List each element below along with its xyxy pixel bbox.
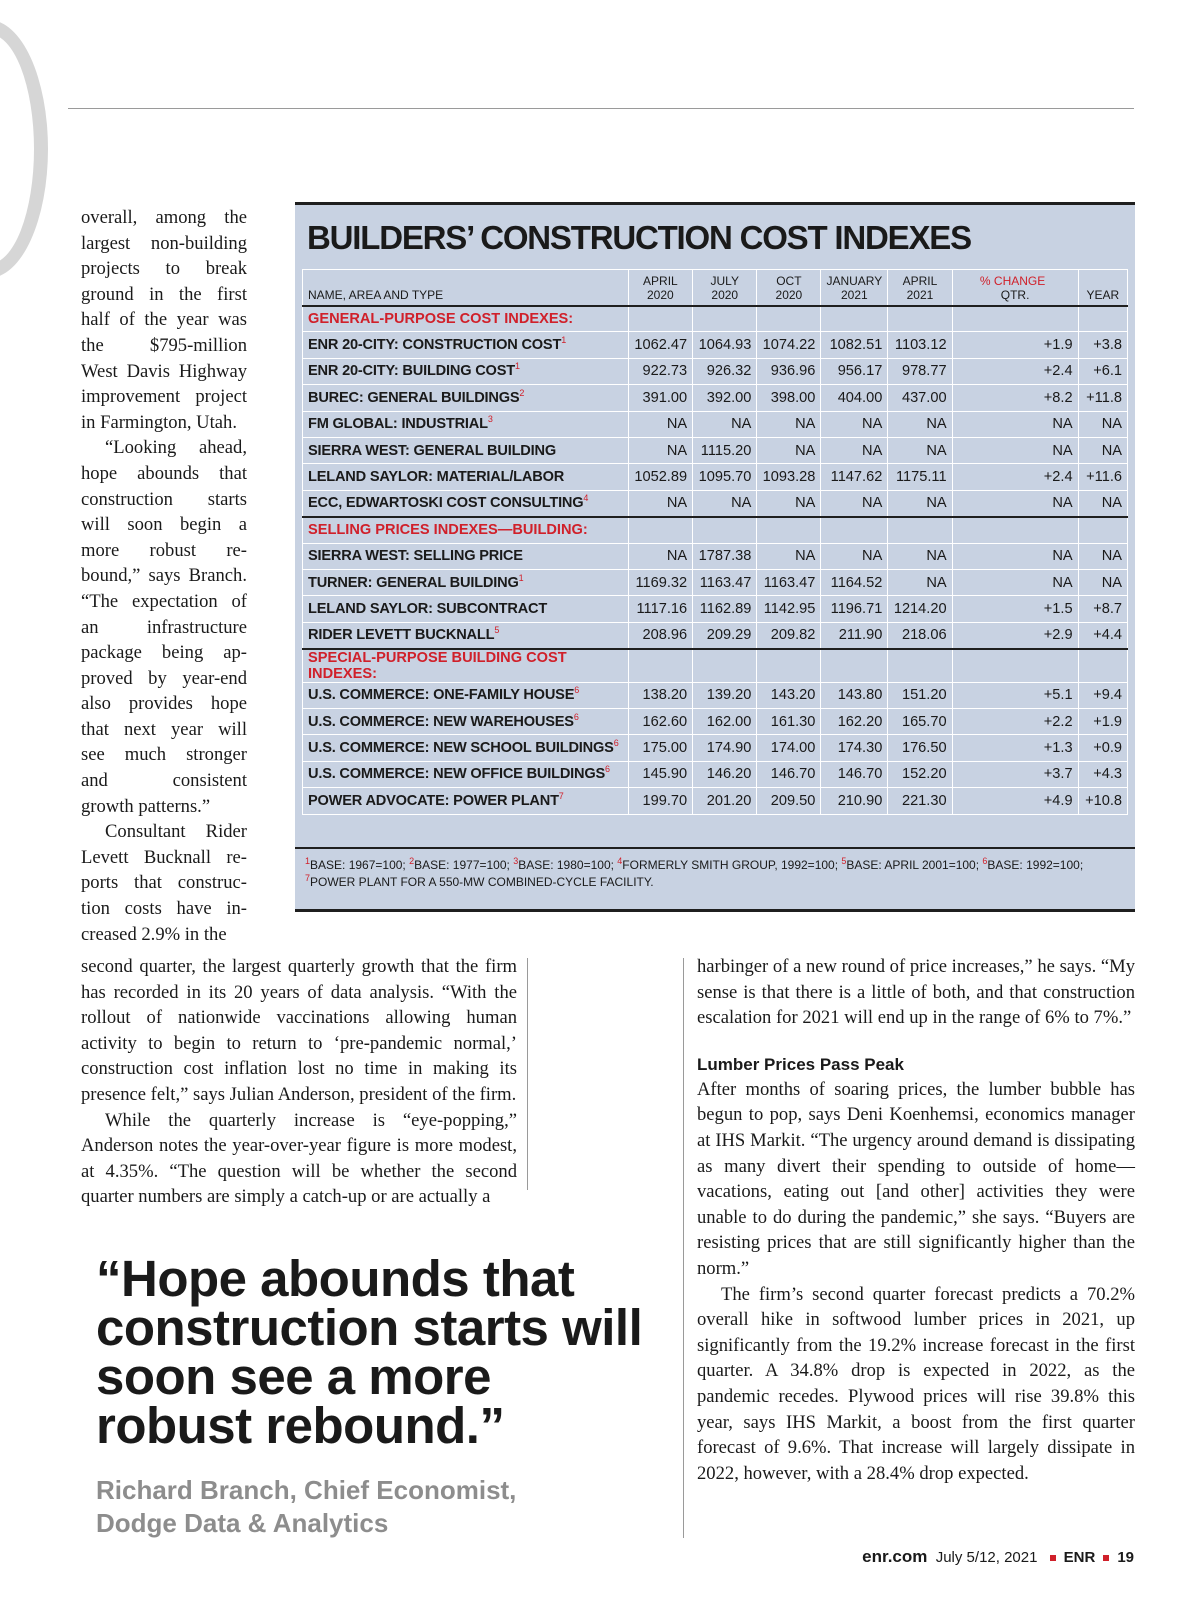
table-section-row bbox=[303, 649, 1128, 683]
value-cell: 1162.89 bbox=[693, 596, 757, 622]
article-line: creased 2.9% in the bbox=[81, 923, 227, 945]
article-line: package being ap- bbox=[81, 642, 247, 664]
attribution-line: Dodge Data & Analytics bbox=[96, 1508, 389, 1538]
index-name: SIERRA WEST: GENERAL BUILDING bbox=[303, 437, 629, 463]
footnote-number: 1 bbox=[305, 856, 311, 866]
value-cell: 1142.95 bbox=[757, 596, 821, 622]
index-name: LELAND SAYLOR: SUBCONTRACT bbox=[303, 596, 629, 622]
value-cell: 1214.20 bbox=[888, 596, 952, 622]
value-cell: +2.4 bbox=[952, 464, 1078, 490]
pull-quote-attribution bbox=[96, 1474, 656, 1540]
table-row bbox=[303, 332, 1128, 358]
article-line: Levett Bucknall re- bbox=[81, 846, 247, 868]
empty-cell bbox=[888, 517, 952, 543]
empty-cell bbox=[757, 517, 821, 543]
section-title: SPECIAL-PURPOSE BUILDING COST INDEXES: bbox=[303, 649, 629, 683]
value-cell: NA bbox=[952, 569, 1078, 595]
footnote-ref: 4 bbox=[583, 493, 589, 504]
value-cell: +10.8 bbox=[1078, 788, 1127, 814]
index-name: U.S. COMMERCE: ONE-FAMILY HOUSE$^6$ bbox=[303, 682, 629, 708]
empty-cell bbox=[628, 517, 693, 543]
value-cell: 391.00 bbox=[628, 385, 693, 411]
value-cell: 1175.11 bbox=[888, 464, 952, 490]
value-cell: 1052.89 bbox=[628, 464, 693, 490]
value-cell: 138.20 bbox=[628, 682, 693, 708]
cost-index-table-box bbox=[295, 202, 1135, 912]
value-cell: NA bbox=[693, 411, 757, 437]
value-cell: +8.7 bbox=[1078, 596, 1127, 622]
article-line: proved by year-end bbox=[81, 667, 247, 689]
footnote-ref: 7 bbox=[558, 790, 564, 801]
value-cell: 1093.28 bbox=[757, 464, 821, 490]
value-cell: 174.90 bbox=[693, 735, 757, 761]
footnote-text: BASE: 1980=100; bbox=[518, 858, 618, 872]
value-cell: +1.3 bbox=[952, 735, 1078, 761]
value-cell: 437.00 bbox=[888, 385, 952, 411]
footnote-number: 2 bbox=[409, 856, 415, 866]
footnote-number: 5 bbox=[841, 856, 847, 866]
value-cell: NA bbox=[1078, 543, 1127, 569]
value-cell: +1.9 bbox=[952, 332, 1078, 358]
table-row bbox=[303, 708, 1128, 734]
value-cell: NA bbox=[952, 411, 1078, 437]
footnote-ref: 1 bbox=[561, 335, 566, 346]
empty-cell bbox=[1078, 517, 1127, 543]
article-line: see much stronger bbox=[81, 744, 247, 766]
value-cell: 162.00 bbox=[693, 708, 757, 734]
value-cell: +2.9 bbox=[952, 622, 1078, 648]
value-cell: 956.17 bbox=[821, 358, 888, 384]
value-cell: NA bbox=[693, 490, 757, 516]
index-name: ECC, EDWARTOSKI COST CONSULTING$^4$ bbox=[303, 490, 629, 516]
index-name: SIERRA WEST: SELLING PRICE bbox=[303, 543, 629, 569]
value-cell: 1787.38 bbox=[693, 543, 757, 569]
value-cell: 165.70 bbox=[888, 708, 952, 734]
empty-cell bbox=[888, 649, 952, 683]
value-cell: 1164.52 bbox=[821, 569, 888, 595]
article-line: that next year will bbox=[81, 718, 247, 740]
value-cell: 1115.20 bbox=[693, 437, 757, 463]
value-cell: NA bbox=[757, 543, 821, 569]
value-cell: 143.20 bbox=[757, 682, 821, 708]
index-name: BUREC: GENERAL BUILDINGS$^2$ bbox=[303, 385, 629, 411]
article-column-2 bbox=[697, 954, 1135, 1486]
empty-cell bbox=[821, 517, 888, 543]
value-cell: NA bbox=[1078, 490, 1127, 516]
value-cell: NA bbox=[888, 543, 952, 569]
value-cell: NA bbox=[757, 411, 821, 437]
value-cell: NA bbox=[628, 490, 693, 516]
column-header-period: APRIL 2021 bbox=[888, 270, 952, 306]
article-line: Consultant Rider bbox=[105, 821, 247, 843]
value-cell: 978.77 bbox=[888, 358, 952, 384]
footnote-rule bbox=[295, 847, 1135, 849]
table-row bbox=[303, 490, 1128, 516]
empty-cell bbox=[1078, 306, 1127, 332]
value-cell: +5.1 bbox=[952, 682, 1078, 708]
footnote-text: POWER PLANT FOR A 550-MW COMBINED-CYCLE FACILITY. bbox=[310, 875, 654, 889]
article-line: and consistent bbox=[81, 770, 247, 792]
section-title: SELLING PRICES INDEXES—BUILDING: bbox=[303, 517, 629, 543]
article-line: largest non-building bbox=[81, 232, 247, 254]
value-cell: NA bbox=[952, 437, 1078, 463]
empty-cell bbox=[693, 649, 757, 683]
empty-cell bbox=[952, 306, 1078, 332]
page-number: 19 bbox=[1117, 1549, 1134, 1566]
article-line: an infrastructure bbox=[81, 616, 247, 638]
value-cell: +11.8 bbox=[1078, 385, 1127, 411]
value-cell: 1062.47 bbox=[628, 332, 693, 358]
article-line: overall, among the bbox=[81, 207, 247, 228]
value-cell: NA bbox=[888, 437, 952, 463]
value-cell: 1074.22 bbox=[757, 332, 821, 358]
value-cell: 176.50 bbox=[888, 735, 952, 761]
table-row bbox=[303, 761, 1128, 787]
footnote-text: BASE: 1992=100; bbox=[987, 858, 1084, 872]
value-cell: 145.90 bbox=[628, 761, 693, 787]
index-name: ENR 20-CITY: CONSTRUCTION COST$^1$ bbox=[303, 332, 629, 358]
empty-cell bbox=[628, 649, 693, 683]
article-line: “Looking ahead, bbox=[105, 437, 247, 459]
value-cell: +4.4 bbox=[1078, 622, 1127, 648]
table-row bbox=[303, 437, 1128, 463]
footnote-ref: 1 bbox=[514, 361, 520, 372]
value-cell: +2.4 bbox=[952, 358, 1078, 384]
value-cell: NA bbox=[757, 437, 821, 463]
table-row bbox=[303, 569, 1128, 595]
footnote-ref: 3 bbox=[487, 414, 493, 425]
value-cell: NA bbox=[757, 490, 821, 516]
footnote-text: BASE: 1977=100; bbox=[414, 858, 514, 872]
value-cell: 162.20 bbox=[821, 708, 888, 734]
column-header-period: JANUARY 2021 bbox=[821, 270, 888, 306]
value-cell: 398.00 bbox=[757, 385, 821, 411]
index-name: U.S. COMMERCE: NEW SCHOOL BUILDINGS$^6$ bbox=[303, 735, 629, 761]
index-name: POWER ADVOCATE: POWER PLANT$^7$ bbox=[303, 788, 629, 814]
value-cell: 146.20 bbox=[693, 761, 757, 787]
column-header-qtr: % CHANGE QTR. bbox=[952, 270, 1078, 306]
subhead: Lumber Prices Pass Peak bbox=[697, 1054, 904, 1074]
value-cell: 211.90 bbox=[821, 622, 888, 648]
value-cell: +2.2 bbox=[952, 708, 1078, 734]
value-cell: NA bbox=[1078, 569, 1127, 595]
value-cell: 152.20 bbox=[888, 761, 952, 787]
table-row bbox=[303, 622, 1128, 648]
table-row bbox=[303, 385, 1128, 411]
empty-cell bbox=[693, 517, 757, 543]
empty-cell bbox=[757, 306, 821, 332]
value-cell: 161.30 bbox=[757, 708, 821, 734]
table-row bbox=[303, 682, 1128, 708]
index-name: LELAND SAYLOR: MATERIAL/LABOR bbox=[303, 464, 629, 490]
article-line: improvement project bbox=[81, 386, 247, 408]
table-row bbox=[303, 411, 1128, 437]
value-cell: 146.70 bbox=[821, 761, 888, 787]
article-line: “The expectation of bbox=[81, 590, 247, 612]
value-cell: 922.73 bbox=[628, 358, 693, 384]
value-cell: 143.80 bbox=[821, 682, 888, 708]
article-line: bound,” says Branch. bbox=[81, 565, 247, 587]
empty-cell bbox=[693, 306, 757, 332]
value-cell: NA bbox=[952, 543, 1078, 569]
table-footnotes bbox=[305, 857, 1125, 891]
footnote-number: 4 bbox=[617, 856, 623, 866]
column-header-name: NAME, AREA AND TYPE bbox=[303, 270, 629, 306]
article-line: also provides hope bbox=[81, 693, 247, 715]
value-cell: +4.9 bbox=[952, 788, 1078, 814]
value-cell: NA bbox=[888, 411, 952, 437]
empty-cell bbox=[952, 517, 1078, 543]
column-header-year: YEAR bbox=[1078, 270, 1127, 306]
value-cell: +11.6 bbox=[1078, 464, 1127, 490]
value-cell: 209.82 bbox=[757, 622, 821, 648]
value-cell: 162.60 bbox=[628, 708, 693, 734]
value-cell: 1163.47 bbox=[693, 569, 757, 595]
value-cell: +1.9 bbox=[1078, 708, 1127, 734]
value-cell: 174.30 bbox=[821, 735, 888, 761]
article-line: growth patterns.” bbox=[81, 795, 211, 817]
article-line: projects to break bbox=[81, 258, 247, 280]
footer-site: enr.com bbox=[862, 1547, 928, 1566]
value-cell: NA bbox=[628, 411, 693, 437]
value-cell: +0.9 bbox=[1078, 735, 1127, 761]
empty-cell bbox=[628, 306, 693, 332]
column-divider bbox=[683, 958, 684, 1538]
value-cell: 1082.51 bbox=[821, 332, 888, 358]
table-row bbox=[303, 788, 1128, 814]
column-header-period: APRIL 2020 bbox=[628, 270, 693, 306]
value-cell: +6.1 bbox=[1078, 358, 1127, 384]
index-name: RIDER LEVETT BUCKNALL$^5$ bbox=[303, 622, 629, 648]
article-paragraph: After months of soaring prices, the lumber bubble has begun to pop, says Deni Koenhemsi, economics manager at IHS Markit. “The urgency around demand is dissipating as many divert their spending to outside of home—vacations, eating out [and other] activities they were unable to do during the pandemic,” she says. “Buyers are resisting prices that are still significantly higher than the norm.” bbox=[697, 1078, 1135, 1279]
article-line: more robust re- bbox=[81, 539, 247, 561]
value-cell: 1147.62 bbox=[821, 464, 888, 490]
article-column-1-wide bbox=[81, 954, 517, 1210]
value-cell: 221.30 bbox=[888, 788, 952, 814]
value-cell: +3.7 bbox=[952, 761, 1078, 787]
value-cell: NA bbox=[1078, 411, 1127, 437]
value-cell: NA bbox=[821, 437, 888, 463]
value-cell: +1.5 bbox=[952, 596, 1078, 622]
value-cell: 1169.32 bbox=[628, 569, 693, 595]
article-paragraph: second quarter, the largest quarterly growth that the firm has recorded in its 20 years of data analysis. “With the rollout of nationwide vaccinations allowing human activity to begin to return to ‘pre-pandemic normal,’ construction cost inflation lost no time in making its presence felt,” says Julian Anderson, president of the firm. bbox=[81, 956, 517, 1105]
article-line: ground in the first bbox=[81, 283, 247, 305]
index-name: U.S. COMMERCE: NEW WAREHOUSES$^6$ bbox=[303, 708, 629, 734]
index-name: FM GLOBAL: INDUSTRIAL$^3$ bbox=[303, 411, 629, 437]
empty-cell bbox=[1078, 649, 1127, 683]
empty-cell bbox=[757, 649, 821, 683]
value-cell: 201.20 bbox=[693, 788, 757, 814]
cost-index-table bbox=[302, 269, 1128, 815]
value-cell: 1103.12 bbox=[888, 332, 952, 358]
value-cell: 1196.71 bbox=[821, 596, 888, 622]
value-cell: 174.00 bbox=[757, 735, 821, 761]
footer-magazine: ENR bbox=[1063, 1549, 1096, 1566]
value-cell: 209.50 bbox=[757, 788, 821, 814]
index-name: U.S. COMMERCE: NEW OFFICE BUILDINGS$^6$ bbox=[303, 761, 629, 787]
article-paragraph: The firm’s second quarter forecast predicts a 70.2% overall hike in softwood lumber prices in 2021, up significantly from the 19.2% increase forecast in the first quarter. A 34.8% drop is expected in 2022, as the pandemic recedes. Plywood prices will rise 39.8% this year, says IHS Markit, a boost from the first quarter forecast of 9.6%. That increase will largely dissipate in 2022, however, with a 28.4% drop expected. bbox=[697, 1283, 1135, 1484]
table-title: BUILDERS’ CONSTRUCTION COST INDEXES bbox=[307, 219, 971, 256]
value-cell: NA bbox=[1078, 437, 1127, 463]
empty-cell bbox=[952, 649, 1078, 683]
footer-separator-icon bbox=[1103, 1555, 1109, 1561]
column-divider bbox=[527, 958, 528, 1190]
footnote-ref: 6 bbox=[574, 685, 580, 696]
value-cell: 210.90 bbox=[821, 788, 888, 814]
footnote-text: BASE: APRIL 2001=100; bbox=[846, 858, 983, 872]
column-header-period: JULY 2020 bbox=[693, 270, 757, 306]
footnote-number: 6 bbox=[982, 856, 988, 866]
index-name: TURNER: GENERAL BUILDING$^1$ bbox=[303, 569, 629, 595]
value-cell: 936.96 bbox=[757, 358, 821, 384]
table-row bbox=[303, 464, 1128, 490]
value-cell: 926.32 bbox=[693, 358, 757, 384]
value-cell: 209.29 bbox=[693, 622, 757, 648]
article-paragraph: harbinger of a new round of price increases,” he says. “My sense is that there is a little of both, and that construction escalation for 2021 will end up in the range of 6% to 7%.” bbox=[697, 956, 1135, 1029]
article-line: the $795-million bbox=[81, 334, 247, 356]
value-cell: +9.4 bbox=[1078, 682, 1127, 708]
article-line: hope abounds that bbox=[81, 462, 247, 484]
table-section-row bbox=[303, 517, 1128, 543]
table-row bbox=[303, 735, 1128, 761]
value-cell: 218.06 bbox=[888, 622, 952, 648]
table-row bbox=[303, 596, 1128, 622]
decorative-arc bbox=[0, 20, 48, 278]
value-cell: 175.00 bbox=[628, 735, 693, 761]
table-header-row bbox=[303, 270, 1128, 306]
value-cell: 1064.93 bbox=[693, 332, 757, 358]
pull-quote: “Hope abounds that construction starts will soon see a more robust rebound.” bbox=[96, 1250, 643, 1454]
value-cell: 1163.47 bbox=[757, 569, 821, 595]
value-cell: +3.8 bbox=[1078, 332, 1127, 358]
value-cell: NA bbox=[821, 543, 888, 569]
value-cell: NA bbox=[888, 569, 952, 595]
value-cell: NA bbox=[821, 490, 888, 516]
article-line: construction starts bbox=[81, 488, 247, 510]
value-cell: 392.00 bbox=[693, 385, 757, 411]
footer-date: July 5/12, 2021 bbox=[935, 1549, 1038, 1566]
value-cell: NA bbox=[821, 411, 888, 437]
footnote-ref: 1 bbox=[518, 572, 524, 583]
value-cell: 146.70 bbox=[757, 761, 821, 787]
value-cell: 404.00 bbox=[821, 385, 888, 411]
footnote-ref: 6 bbox=[613, 738, 619, 749]
value-cell: 1117.16 bbox=[628, 596, 693, 622]
top-rule bbox=[68, 108, 1134, 109]
footnote-ref: 5 bbox=[494, 625, 500, 636]
value-cell: NA bbox=[888, 490, 952, 516]
value-cell: NA bbox=[628, 543, 693, 569]
value-cell: 1095.70 bbox=[693, 464, 757, 490]
article-line: West Davis Highway bbox=[81, 360, 247, 382]
index-name: ENR 20-CITY: BUILDING COST$^1$ bbox=[303, 358, 629, 384]
page-footer bbox=[862, 1547, 1134, 1567]
table-row bbox=[303, 543, 1128, 569]
article-paragraph: While the quarterly increase is “eye-popping,” Anderson notes the year-over-year figure is more modest, at 4.35%. “The question will be whether the second quarter numbers are simply a catch-up or are actually a bbox=[81, 1109, 517, 1208]
article-column-1-narrow bbox=[81, 205, 247, 947]
value-cell: 199.70 bbox=[628, 788, 693, 814]
table-row bbox=[303, 358, 1128, 384]
article-line: ports that construc- bbox=[81, 872, 247, 894]
value-cell: 208.96 bbox=[628, 622, 693, 648]
value-cell: NA bbox=[628, 437, 693, 463]
empty-cell bbox=[821, 649, 888, 683]
value-cell: NA bbox=[952, 490, 1078, 516]
article-line: half of the year was bbox=[81, 309, 247, 331]
value-cell: +4.3 bbox=[1078, 761, 1127, 787]
section-title: GENERAL-PURPOSE COST INDEXES: bbox=[303, 306, 629, 332]
article-line: tion costs have in- bbox=[81, 898, 247, 920]
article-line: in Farmington, Utah. bbox=[81, 411, 237, 433]
value-cell: +8.2 bbox=[952, 385, 1078, 411]
footer-separator-icon bbox=[1050, 1555, 1056, 1561]
empty-cell bbox=[821, 306, 888, 332]
article-line: will soon begin a bbox=[81, 514, 247, 536]
footnote-ref: 6 bbox=[573, 711, 579, 722]
footnote-text: BASE: 1967=100; bbox=[310, 858, 410, 872]
value-cell: 139.20 bbox=[693, 682, 757, 708]
footnote-text: FORMERLY SMITH GROUP, 1992=100; bbox=[622, 858, 842, 872]
column-header-period: OCT 2020 bbox=[757, 270, 821, 306]
value-cell: 151.20 bbox=[888, 682, 952, 708]
table-section-row bbox=[303, 306, 1128, 332]
footnote-ref: 2 bbox=[519, 388, 525, 398]
footnote-number: 3 bbox=[513, 856, 519, 866]
footnote-number: 7 bbox=[305, 873, 311, 883]
empty-cell bbox=[888, 306, 952, 332]
attribution-line: Richard Branch, Chief Economist, bbox=[96, 1475, 517, 1505]
footnote-ref: 6 bbox=[605, 764, 610, 775]
